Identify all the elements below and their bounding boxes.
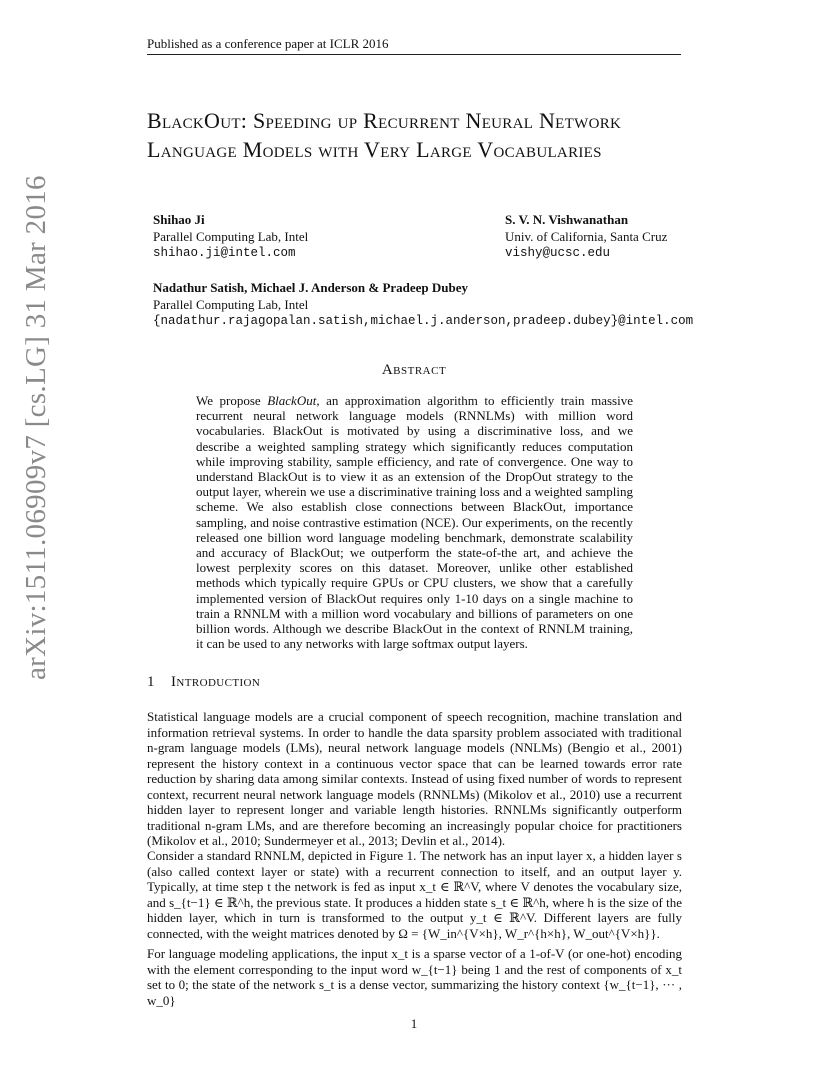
section-title: Introduction: [171, 674, 261, 690]
abstract-italic-term: BlackOut: [267, 393, 317, 408]
author-affiliation: Parallel Computing Lab, Intel: [153, 229, 309, 244]
author-email[interactable]: {nadathur.rajagopalan.satish,michael.j.anderson,pradeep.dubey}@intel.com: [153, 314, 694, 328]
abstract-heading: Abstract: [381, 362, 447, 378]
author-email[interactable]: vishy@ucsc.edu: [505, 246, 611, 260]
section-number: 1: [147, 674, 155, 690]
author-name: Nadathur Satish, Michael J. Anderson & Pradeep Dubey: [153, 280, 469, 295]
page-number: 1: [410, 1016, 418, 1031]
abstract-body: , an approximation algorithm to efficiently train massive recurrent neural network language models (RNNLMs) with million word vocabularies. BlackOut is motivated by using a discriminative loss, and we describe a weighted sampling strategy which significantly reduces computation while improving stability, sample efficiency, and rate of convergence. One way to understand BlackOut is to view it as an extension of the DropOut strategy to the output layer, wherein we use a discriminative training loss and a weighted sampling scheme. We also establish close connections between BlackOut, importance sampling, and noise contrastive estimation (NCE). Our experiments, on the recently released one billion word language modeling benchmark, demonstrate scalability and accuracy of BlackOut; we outperform the state-of-the art, and achieve the lowest perplexity scores on this dataset. Moreover, unlike other established methods which typically require GPUs or CPU clusters, we show that a carefully implemented version of BlackOut requires only 1-10 days on a single machine to train a RNNLM with a million word vocabulary and billions of parameters on one billion words. Although we describe BlackOut in the context of RNNLM training, it can be used to any networks with large softmax output layers.: [196, 393, 633, 652]
author-name: S. V. N. Vishwanathan: [505, 212, 629, 227]
intro-paragraph-1: Statistical language models are a crucial component of speech recognition, machine translation and information retrieval systems. In order to handle the data sparsity problem associated with traditional n-gram language models (LMs), neural network language models (NNLMs) (Bengio et al., 2001) represent the history context in a continuous vector space that can be learned towards error rate reduction by sharing data among similar contexts. Instead of using fixed number of words to represent context, recurrent neural network language models (RNNLMs) (Mikolov et al., 2010) use a recurrent hidden layer to represent longer and variable length histories. RNNLMs significantly outperform traditional n-gram LMs, and are therefore becoming an increasingly popular choice for practitioners (Mikolov et al., 2010; Sundermeyer et al., 2013; Devlin et al., 2014).: [147, 709, 682, 848]
abstract-lead: We propose: [196, 393, 268, 408]
intro-paragraph-3: For language modeling applications, the input x_t is a sparse vector of a 1-of-V (or one-hot) encoding with the element corresponding to the input word w_{t−1} being 1 and the rest of components of x_t set to 0; the state of the network s_t is a dense vector, summarizing the history context {w_{t−1}, ··· , w_0}: [147, 946, 682, 1008]
section-heading: [147, 674, 260, 691]
header-rule: [147, 54, 681, 55]
author-email[interactable]: shihao.ji@intel.com: [153, 246, 296, 260]
author-block-2: [505, 211, 667, 262]
paper-title: BlackOut: Speeding up Recurrent Neural Network Language Models with Very Large Vocabularies: [147, 108, 622, 162]
author-block-3: [153, 279, 693, 330]
running-header: Published as a conference paper at ICLR 2016: [147, 36, 389, 51]
author-affiliation: Univ. of California, Santa Cruz: [505, 229, 668, 244]
arxiv-sidebar-stamp: arXiv:1511.06909v7 [cs.LG] 31 Mar 2016: [20, 175, 52, 680]
abstract-text: [196, 393, 633, 651]
author-affiliation: Parallel Computing Lab, Intel: [153, 297, 309, 312]
intro-paragraph-2: Consider a standard RNNLM, depicted in Figure 1. The network has an input layer x, a hidden layer s (also called context layer or state) with a recurrent connection to itself, and an output layer y. Typically, at time step t the network is fed as input x_t ∈ ℝ^V, where V denotes the vocabulary size, and s_{t−1} ∈ ℝ^h, the previous state. It produces a hidden state s_t ∈ ℝ^h, where h is the size of the hidden layer, which in turn is transformed to the output y_t ∈ ℝ^V. Different layers are fully connected, with the weight matrices denoted by Ω = {W_in^{V×h}, W_r^{h×h}, W_out^{V×h}}.: [147, 848, 682, 941]
author-block-1: [153, 211, 308, 262]
author-name: Shihao Ji: [153, 212, 205, 227]
